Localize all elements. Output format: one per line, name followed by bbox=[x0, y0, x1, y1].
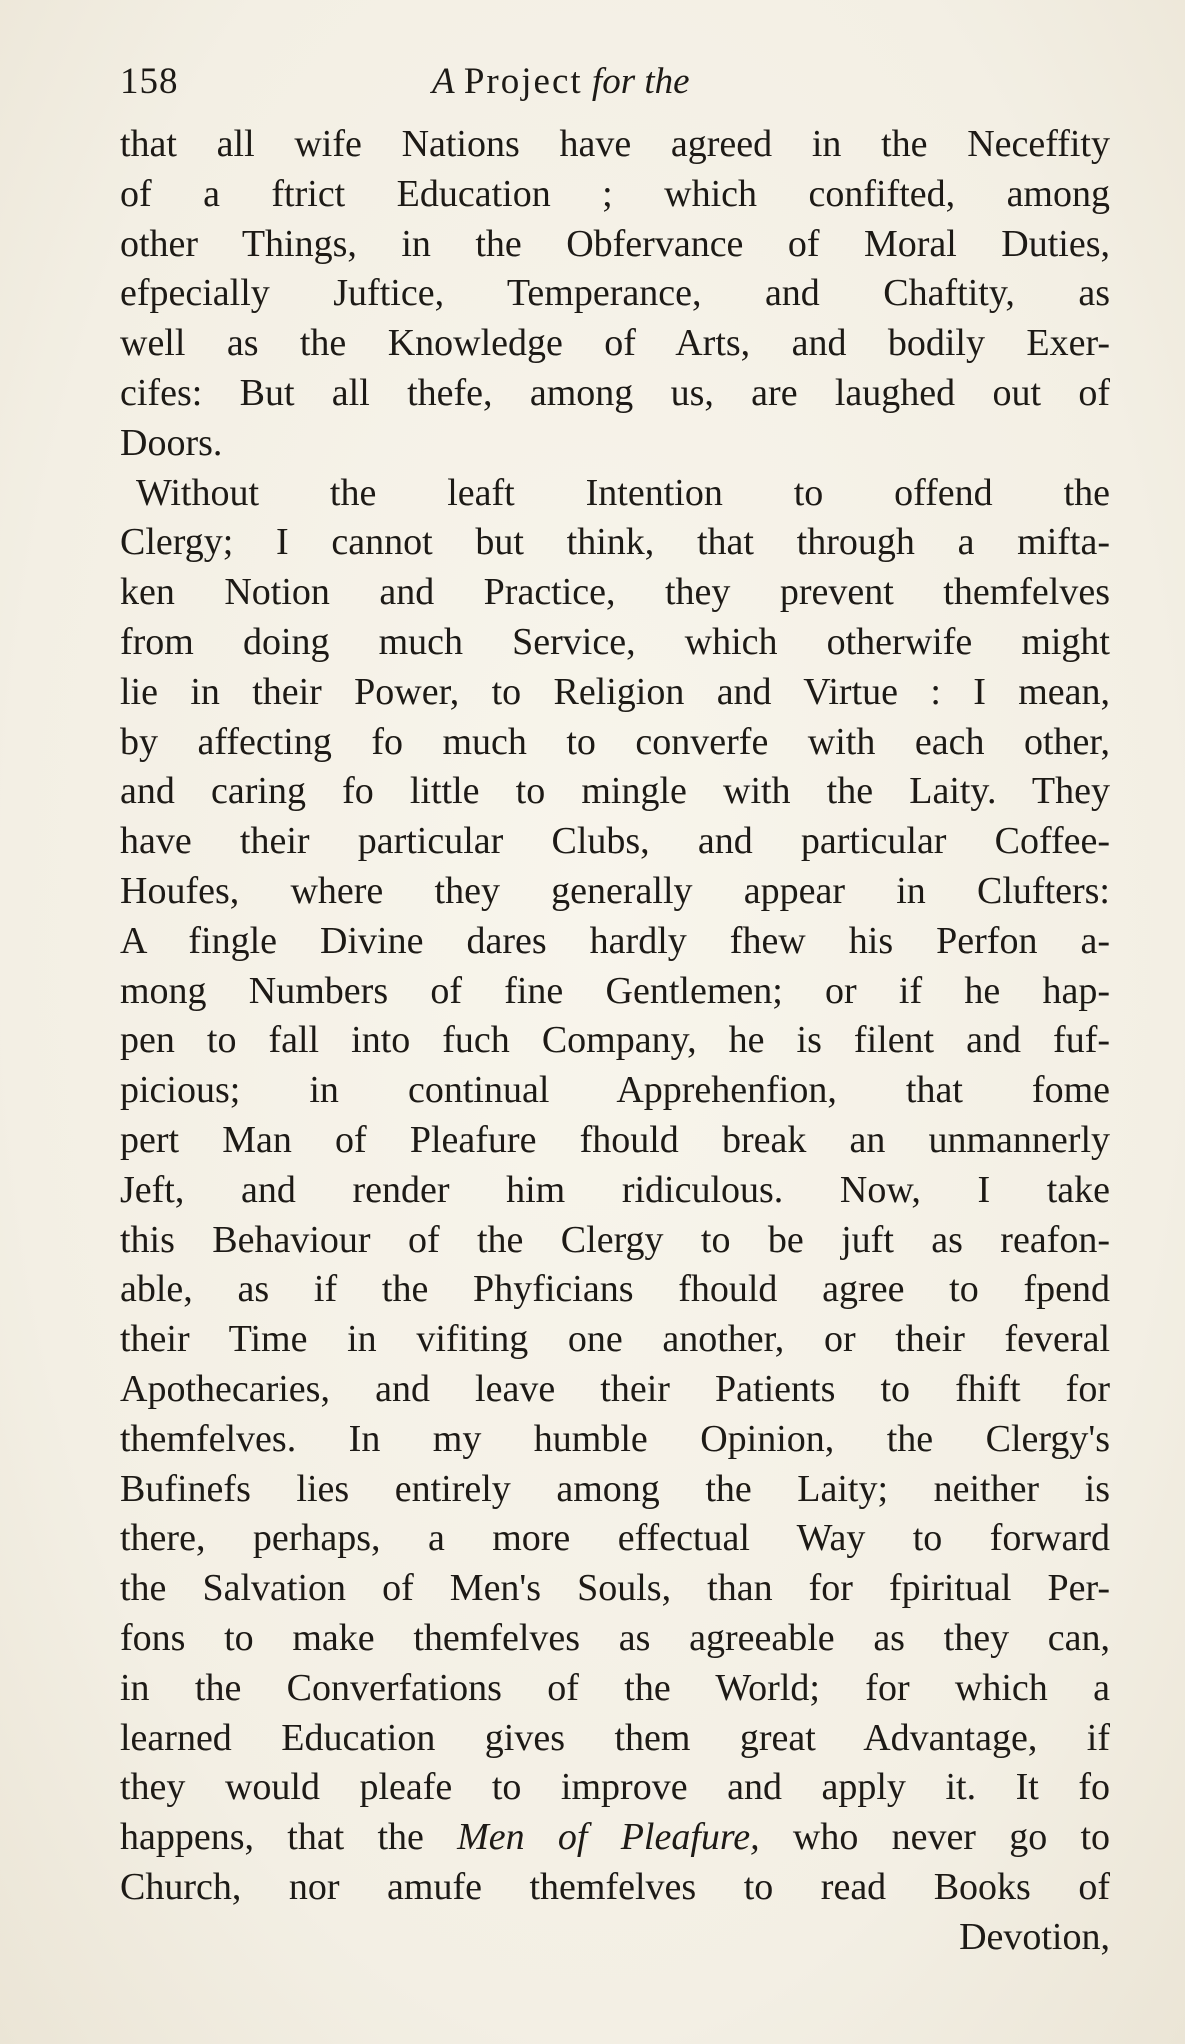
text-line: this Behaviour of the Clergy to be juft as reafon- bbox=[120, 1218, 1110, 1261]
paragraph-start-line: Without the leaft Intention to offend the bbox=[136, 471, 1110, 514]
text-line: mong Numbers of fine Gentlemen; or if he hap- bbox=[120, 969, 1110, 1012]
text-line: other Things, in the Obfervance of Moral Duties, bbox=[120, 222, 1110, 265]
text-line: Clergy; I cannot but think, that through a mifta- bbox=[120, 521, 1110, 564]
text-line: Bufinefs lies entirely among the Laity; neither is bbox=[120, 1467, 1110, 1510]
text-line: learned Education gives them great Advantage, if bbox=[120, 1716, 1110, 1759]
text-line: there, perhaps, a more effectual Way to forward bbox=[120, 1517, 1110, 1560]
text-line: well as the Knowledge of Arts, and bodily Exer- bbox=[120, 322, 1110, 365]
running-title bbox=[432, 60, 690, 103]
text-line: picious; in continual Apprehenfion, that fome bbox=[120, 1069, 1110, 1112]
text-line: ken Notion and Practice, they prevent themfelves bbox=[120, 571, 1110, 614]
catchword: Devotion, bbox=[959, 1915, 1110, 1958]
text-line: efpecially Juftice, Temperance, and Chaftity, as bbox=[120, 272, 1110, 315]
italic-phrase: Men of Pleafure, bbox=[457, 1816, 760, 1859]
text-line: from doing much Service, which otherwife might bbox=[120, 620, 1110, 663]
text-line: that all wife Nations have agreed in the Neceffity bbox=[120, 123, 1110, 165]
text-line: Houfes, where they generally appear in Clufters: bbox=[120, 869, 1110, 912]
text-line: of a ftrict Education ; which confifted, among bbox=[120, 172, 1110, 215]
text-line: Church, nor amufe themfelves to read Books of bbox=[120, 1865, 1110, 1908]
body-text bbox=[120, 120, 1110, 1962]
text-line: by affecting fo much to converfe with each other, bbox=[120, 720, 1110, 763]
text-line: A fingle Divine dares hardly fhew his Perfon a- bbox=[120, 919, 1110, 962]
running-head bbox=[120, 60, 1070, 120]
text-line: have their particular Clubs, and particular Coffee- bbox=[120, 820, 1110, 863]
text-line: and caring fo little to mingle with the Laity. They bbox=[120, 770, 1110, 813]
text-line: pert Man of Pleafure fhould break an unmannerly bbox=[120, 1118, 1110, 1161]
text-line: Apothecaries, and leave their Patients to fhift for bbox=[120, 1367, 1110, 1410]
text-fragment: happens, that the bbox=[120, 1816, 458, 1859]
running-title-tail: for the bbox=[591, 61, 690, 102]
text-line: pen to fall into fuch Company, he is filent and fuf- bbox=[120, 1019, 1110, 1062]
running-title-article: A bbox=[432, 61, 455, 102]
text-line: Doors. bbox=[120, 421, 223, 464]
text-fragment: who never go to bbox=[759, 1816, 1110, 1859]
text-line: cifes: But all thefe, among us, are laughed out of bbox=[120, 371, 1110, 414]
text-line: in the Converfations of the World; for which a bbox=[120, 1666, 1110, 1709]
text-line: themfelves. In my humble Opinion, the Clergy's bbox=[120, 1417, 1110, 1460]
page-number: 158 bbox=[120, 61, 179, 102]
text-line: the Salvation of Men's Souls, than for fpiritual Per- bbox=[120, 1567, 1110, 1610]
text-line: Jeft, and render him ridiculous. Now, I take bbox=[120, 1168, 1110, 1211]
text-line: they would pleafe to improve and apply it. It fo bbox=[120, 1766, 1110, 1809]
text-line-with-italic bbox=[120, 1813, 1110, 1863]
text-line: able, as if the Phyficians fhould agree to fpend bbox=[120, 1268, 1110, 1311]
text-line: their Time in vifiting one another, or their feveral bbox=[120, 1318, 1110, 1361]
text-line: lie in their Power, to Religion and Virtue : I mean, bbox=[120, 670, 1110, 713]
running-title-main: Project bbox=[463, 61, 583, 102]
text-line: fons to make themfelves as agreeable as they can, bbox=[120, 1616, 1110, 1659]
